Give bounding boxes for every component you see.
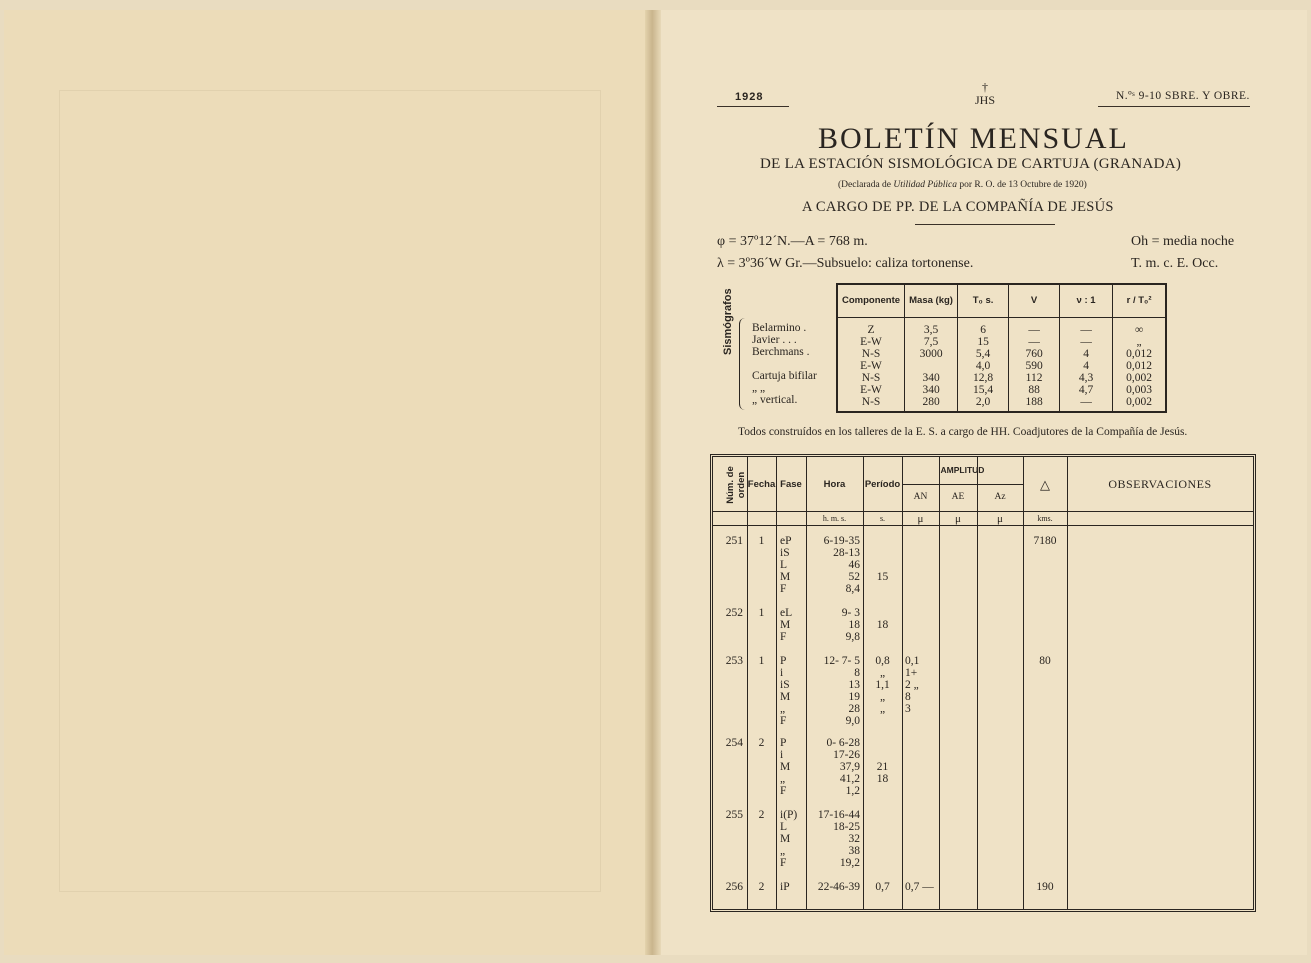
instrument-cell: 2,0 <box>958 396 1009 412</box>
amplitude-rule <box>902 484 1023 485</box>
record-num: 255 <box>725 809 743 821</box>
observaciones-header: OBSERVACIONES <box>1108 477 1212 491</box>
bulletin-table <box>710 454 1256 912</box>
instrument-name: Javier . . . <box>752 334 797 346</box>
col-v: V <box>1009 284 1060 318</box>
instrument-cell: E-W <box>837 360 905 372</box>
record-fecha: 1 <box>758 607 765 619</box>
instrument-cell: 12,8 <box>958 372 1009 384</box>
ae-header: AE <box>951 492 965 502</box>
instrument-row <box>837 360 1166 372</box>
record-hora: 12- 7- 5 8 13 19 28 9,0 <box>823 655 860 727</box>
instrument-cell: N-S <box>837 372 905 384</box>
instrument-cell: — <box>1009 318 1060 337</box>
record-fase: eL M F <box>780 607 793 643</box>
num-header: Núm. de orden <box>725 466 747 504</box>
record-fecha: 2 <box>758 737 765 749</box>
instrument-cell: N-S <box>837 396 905 412</box>
units-rule <box>713 525 1253 526</box>
bulletin-title: BOLETÍN MENSUAL <box>818 122 1129 155</box>
record-periodo: 18 <box>876 619 889 631</box>
instrument-name: „ vertical. <box>752 394 798 406</box>
instrument-cell: 3000 <box>905 348 958 360</box>
header-rule-left <box>717 106 789 107</box>
instrument-row <box>837 372 1166 384</box>
instrument-cell: 0,012 <box>1113 348 1167 360</box>
record-fase: iP <box>780 881 790 893</box>
col-period: T₀ s. <box>958 284 1009 318</box>
instrument-cell: — <box>1060 396 1113 412</box>
record-delta: 7180 <box>1033 535 1057 547</box>
bleed-through-ghost <box>59 90 601 892</box>
record-hora: 6-19-35 28-13 46 52 8,4 <box>823 535 860 595</box>
instrument-cell: 340 <box>905 372 958 384</box>
instrument-cell: 15,4 <box>958 384 1009 396</box>
distance-header: △ <box>1040 477 1050 492</box>
instrument-cell: 15 <box>958 336 1009 348</box>
instrument-cell: 188 <box>1009 396 1060 412</box>
az-header: Az <box>994 492 1006 502</box>
record-fecha: 1 <box>758 535 765 547</box>
instrument-row <box>837 318 1166 337</box>
instrument-row <box>837 348 1166 360</box>
instrument-row <box>837 396 1166 412</box>
record-num: 256 <box>725 881 743 893</box>
periodo-unit: s. <box>879 514 886 523</box>
instrument-cell: 6 <box>958 318 1009 337</box>
az-unit: μ <box>997 513 1003 525</box>
instrument-cell: 5,4 <box>958 348 1009 360</box>
record-an: 0,7 — <box>905 881 934 893</box>
record-periodo: 21 18 <box>876 761 889 785</box>
longitude-line: λ = 3º36´W Gr.—Subsuelo: caliza tortonense. <box>717 256 974 271</box>
issue-number: N.ºˢ 9-10 SBRE. Y OBRE. <box>1116 90 1250 102</box>
instrument-cell: 4,0 <box>958 360 1009 372</box>
instrument-name: Belarmino . <box>752 322 807 334</box>
instrument-table <box>836 283 1167 413</box>
jhs-monogram: JHS <box>975 93 996 107</box>
instrument-name: „ „ <box>752 382 766 394</box>
record-hora: 9- 3 18 9,8 <box>841 607 860 643</box>
instrument-cell: 3,5 <box>905 318 958 337</box>
book-gutter <box>645 10 661 955</box>
hora-unit: h. m. s. <box>822 514 847 523</box>
instrument-cell: N-S <box>837 348 905 360</box>
record-num: 253 <box>725 655 743 667</box>
instrument-cell: ∞ <box>1113 318 1167 337</box>
instrument-name: Cartuja bifilar <box>752 370 817 382</box>
periodo-header: Período <box>864 479 901 490</box>
distance-unit: kms. <box>1037 514 1053 523</box>
instrument-cell: — <box>1060 336 1113 348</box>
record-num: 252 <box>725 607 743 619</box>
amplitud-header: AMPLITUD <box>940 465 985 475</box>
record-num: 254 <box>725 737 743 749</box>
instrument-cell: 4 <box>1060 348 1113 360</box>
record-fecha: 1 <box>758 655 765 667</box>
instrument-cell: — <box>1009 336 1060 348</box>
col-componente: Componente <box>837 284 905 318</box>
title-rule <box>915 224 1055 225</box>
fase-header: Fase <box>780 479 802 490</box>
record-delta: 190 <box>1036 881 1054 893</box>
seismographs-brace <box>739 318 748 410</box>
fecha-header: Fecha <box>747 479 776 490</box>
instrument-cell: 112 <box>1009 372 1060 384</box>
header-rule-right <box>1098 106 1250 107</box>
cross-symbol: † <box>982 80 988 94</box>
instrument-cell: E-W <box>837 384 905 396</box>
instrument-cell: 340 <box>905 384 958 396</box>
instrument-cell: 7,5 <box>905 336 958 348</box>
instrument-cell: 0,012 <box>1113 360 1167 372</box>
record-fase: i(P) L M „ F <box>780 809 798 869</box>
instrument-cell: „ <box>1113 336 1167 348</box>
instrument-row <box>837 384 1166 396</box>
record-hora: 22-46-39 <box>817 881 860 893</box>
record-fase: eP iS L M F <box>780 535 792 595</box>
record-an: 0,1 1+ 2 „ 8 3 <box>905 655 920 715</box>
record-hora: 0- 6-28 17-26 37,9 41,2 1,2 <box>826 737 860 797</box>
header-rule <box>713 511 1253 512</box>
left-page-blank <box>4 10 652 955</box>
instrument-name: Berchmans . <box>752 346 810 358</box>
instrument-cell: 590 <box>1009 360 1060 372</box>
latitude-line: φ = 37º12´N.—A = 768 m. <box>717 234 868 249</box>
instrument-cell: 0,002 <box>1113 372 1167 384</box>
an-unit: μ <box>917 513 924 525</box>
record-periodo: 0,8 „ 1,1 „ „ <box>875 655 890 715</box>
an-header: AN <box>913 492 928 502</box>
record-fase: P i iS M „ F <box>780 655 791 727</box>
instrument-cell: 4,3 <box>1060 372 1113 384</box>
record-fecha: 2 <box>758 881 765 893</box>
seismographs-label: Sismógrafos <box>722 288 734 355</box>
year-label: 1928 <box>735 91 764 103</box>
instrument-cell: 88 <box>1009 384 1060 396</box>
instrument-cell: E-W <box>837 336 905 348</box>
instrument-cell: 4,7 <box>1060 384 1113 396</box>
col-masa: Masa (kg) <box>905 284 958 318</box>
time-zone: T. m. c. E. Occ. <box>1131 256 1219 271</box>
record-delta: 80 <box>1039 655 1051 667</box>
col-nu: ν : 1 <box>1060 284 1113 318</box>
instrument-cell <box>905 360 958 372</box>
hora-header: Hora <box>823 479 846 490</box>
declaration-line: (Declarada de Utilidad Pública por R. O. de 13 Octubre de 1920) <box>838 180 1087 190</box>
instrument-cell: 280 <box>905 396 958 412</box>
record-periodo: 0,7 <box>875 881 890 893</box>
instrument-cell: — <box>1060 318 1113 337</box>
record-fase: P i M „ F <box>780 737 791 797</box>
record-periodo: 15 <box>876 571 889 583</box>
instrument-body <box>837 318 1166 413</box>
station-subtitle: DE LA ESTACIÓN SISMOLÓGICA DE CARTUJA (GRANADA) <box>760 156 1182 172</box>
instrument-cell: 0,003 <box>1113 384 1167 396</box>
instrument-cell: 0,002 <box>1113 396 1167 412</box>
record-hora: 17-16-44 18-25 32 38 19,2 <box>817 809 860 869</box>
instrument-header-row <box>837 284 1166 318</box>
ae-unit: μ <box>955 513 961 525</box>
record-num: 251 <box>725 535 743 547</box>
instrument-row <box>837 336 1166 348</box>
construction-note: Todos construídos en los talleres de la E. S. a cargo de HH. Coadjutores de la Compañía de Jesús. <box>738 426 1188 438</box>
time-reference: Oh = media noche <box>1131 234 1235 249</box>
instrument-cell: 760 <box>1009 348 1060 360</box>
instrument-cell: Z <box>837 318 905 337</box>
instrument-cell: 4 <box>1060 360 1113 372</box>
col-ratio: r / T₀² <box>1113 284 1167 318</box>
jesuit-line: A CARGO DE PP. DE LA COMPAÑÍA DE JESÚS <box>802 199 1114 215</box>
record-fecha: 2 <box>758 809 765 821</box>
